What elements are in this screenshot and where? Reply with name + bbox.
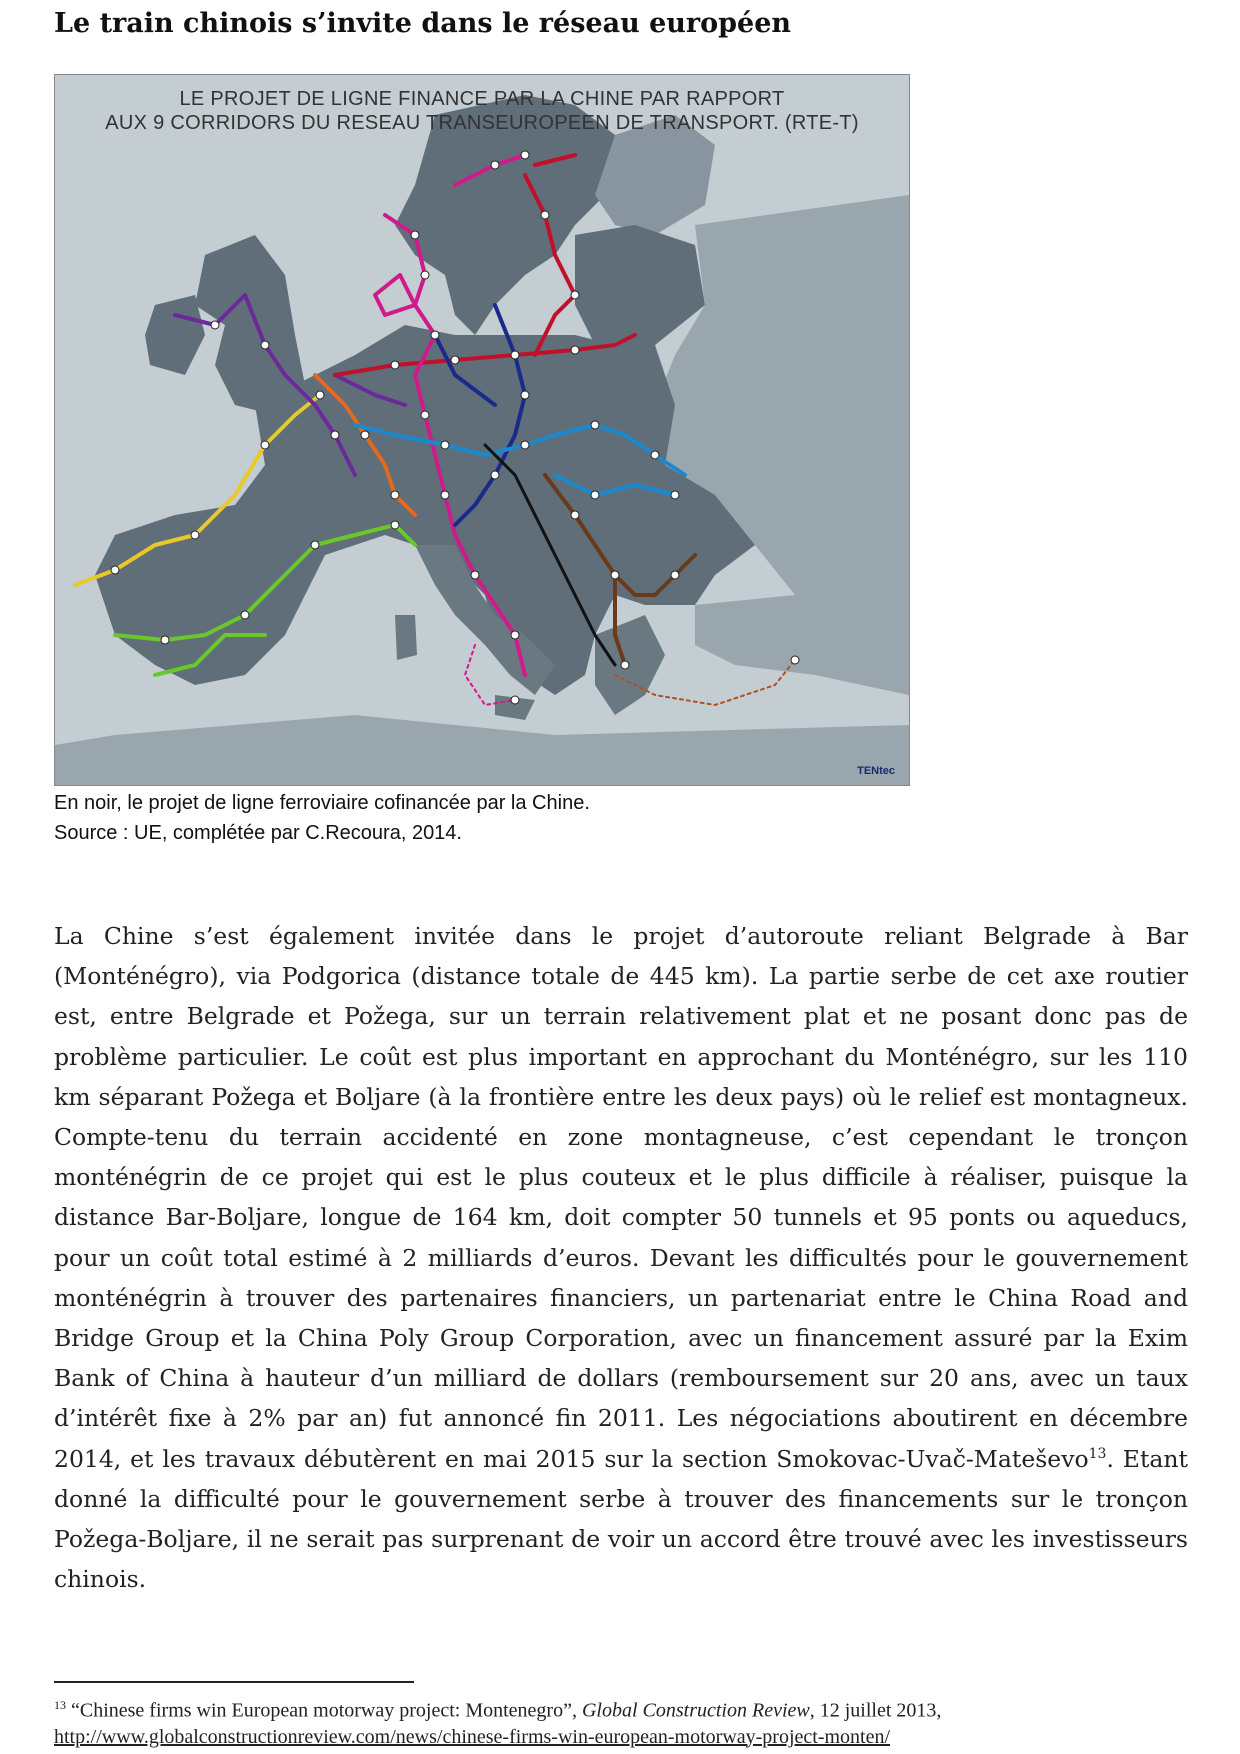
- map-title-line2: AUX 9 CORRIDORS DU RESEAU TRANSEUROPEEN DE TRANSPORT. (RTE-T): [105, 112, 859, 134]
- map-title: [55, 87, 909, 135]
- footnote-reference[interactable]: 13: [1088, 1445, 1107, 1462]
- figure-caption: [54, 788, 590, 848]
- footnote-divider: [54, 1681, 414, 1683]
- caption-line2: Source : UE, complétée par C.Recoura, 2014.: [54, 822, 462, 844]
- footnote-line2: [54, 1724, 1188, 1750]
- corridor-map: [54, 74, 910, 786]
- body-paragraph: [54, 916, 1188, 1599]
- page-title: Le train chinois s’invite dans le réseau européen: [54, 8, 792, 39]
- footnote: [54, 1692, 1188, 1750]
- footnote-date: , 12 juillet 2013,: [809, 1699, 942, 1722]
- footnote-line1: [54, 1692, 1188, 1724]
- caption-line1: En noir, le projet de ligne ferroviaire cofinancée par la Chine.: [54, 792, 590, 814]
- body-text-part2: . Etant donné la difficulté pour le gouvernement serbe à trouver des financements sur le tronçon Požega-Boljare, il ne serait pas surprenant de voir un accord être trouvé avec les investisseurs chinois.: [54, 1444, 1188, 1594]
- body-text-part1: La Chine s’est également invitée dans le projet d’autoroute reliant Belgrade à Bar (Monténégro), via Podgorica (distance totale de 445 km). La partie serbe de cet axe routier est, entre Belgrade et Požega, sur un terrain relativement plat et ne posant donc pas de problème particulier. Le coût est plus important en approchant du Monténégro, sur les 110 km séparant Požega et Boljare (à la frontière entre les deux pays) où le relief est montagneux. Compte-tenu du terrain accidenté en zone montagneuse, c’est cependant le tronçon monténégrin de ce projet qui est le plus couteux et le plus difficile à réaliser, puisque la distance Bar-Boljare, longue de 164 km, doit compter 50 tunnels et 95 ponts ou aqueducs, pour un coût total estimé à 2 milliards d’euros. Devant les difficultés pour le gouvernement monténégrin à trouver des partenaires financiers, un partenariat entre le China Road and Bridge Group et la China Poly Group Corporation, avec un financement assuré par la Exim Bank of China à hauteur d’un milliard de dollars (remboursement sur 20 ans, avec un taux d’intérêt fixe à 2% par an) fut annoncé fin 2011. Les négociations aboutirent en décembre 2014, et les travaux débutèrent en mai 2015 sur la section Smokovac-Uvač-Mateševo: [54, 922, 1188, 1473]
- footnote-source: Global Construction Review: [581, 1699, 810, 1722]
- map-title-line1: LE PROJET DE LIGNE FINANCE PAR LA CHINE PAR RAPPORT: [179, 88, 785, 110]
- land-sardinia: [395, 615, 417, 660]
- tentec-logo: TENtec: [857, 765, 895, 777]
- footnote-quote: “Chinese firms win European motorway project: Montenegro”,: [71, 1699, 582, 1722]
- footnote-url-link[interactable]: http://www.globalconstructionreview.com/news/chinese-firms-win-european-motorway-project-monten/: [54, 1725, 891, 1748]
- footnote-number: 13: [54, 1698, 66, 1712]
